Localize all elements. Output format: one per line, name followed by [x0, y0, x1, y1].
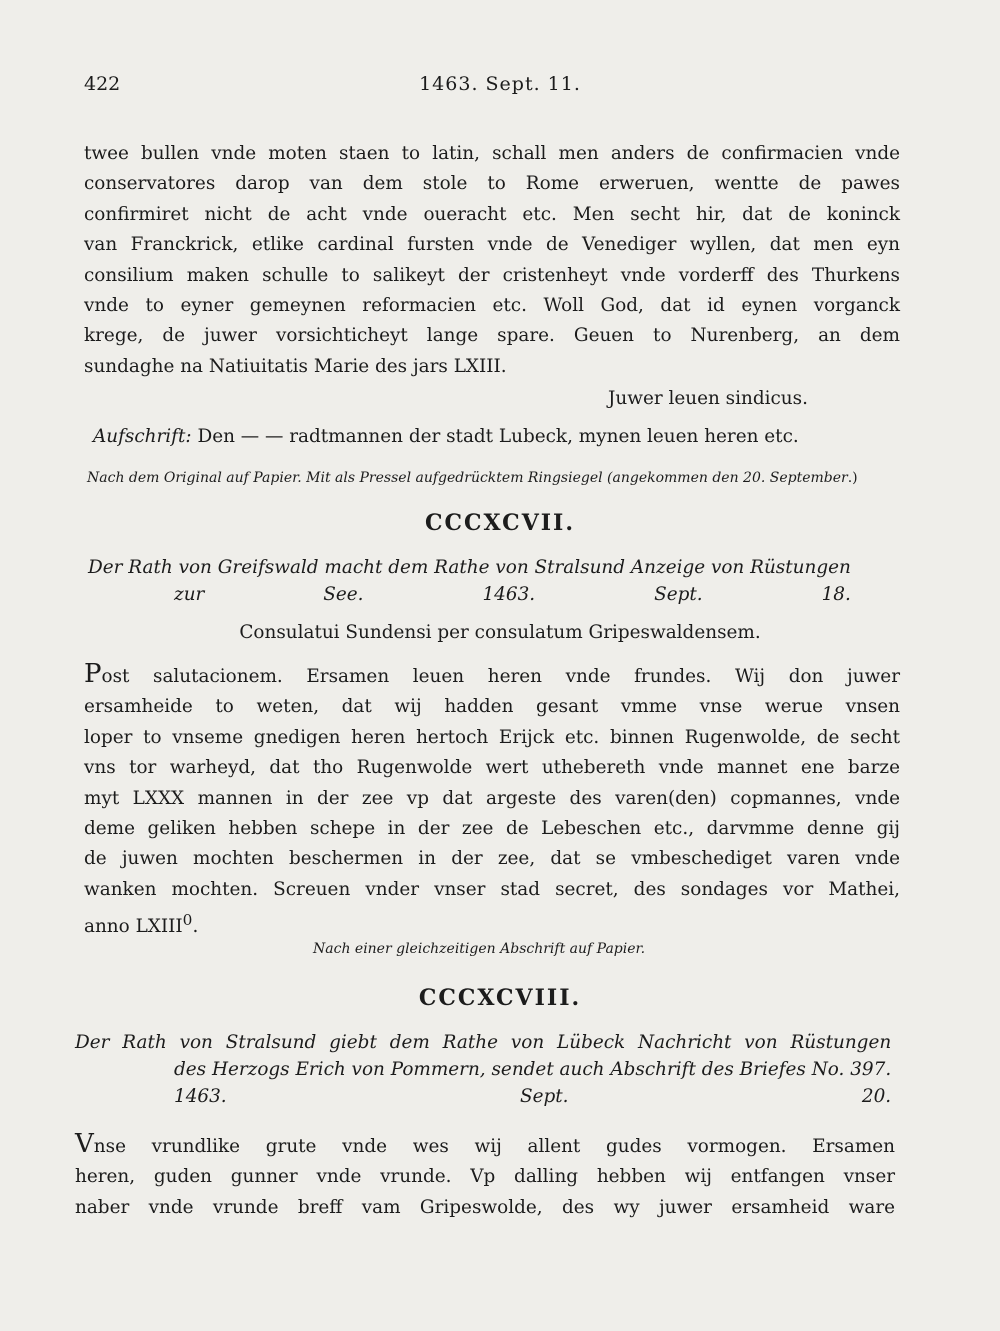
page-number: 422 [84, 73, 121, 95]
letter-397-body [84, 659, 900, 943]
regest-line: 1463. Sept. 20. [174, 1086, 892, 1107]
text-line: deme geliken hebben schepe in der zee de Lebeschen etc., darvmme denne gij [84, 818, 900, 840]
text-line: heren, guden gunner vnde vrunde. Vp dalling hebben wij entfangen vnser [75, 1166, 895, 1188]
letter-396-body [84, 139, 900, 382]
text-line: conservatores darop van dem stole to Rome erweruen, wentte de pawes [84, 173, 900, 195]
address-line [93, 426, 799, 447]
source-note [87, 470, 858, 486]
text-line: consilium maken schulle to salikeyt der cristenheyt vnde vorderff des Thurkens [84, 264, 900, 286]
source-note-text: Nach dem Original auf Papier. Mit als Pressel aufgedrücktem Ringsiegel (angekommen den 20. September [87, 470, 848, 486]
text-line: krege, de juwer vorsichticheyt lange spare. Geuen to Nurenberg, an dem [84, 325, 900, 347]
text-line [84, 905, 900, 943]
text-line: vns tor warheyd, dat tho Rugenwolde wert uthebereth vnde mannet ene barze [84, 757, 900, 779]
text-line: vnde to eyner gemeynen reformacien etc. Woll God, dat id eynen vorganck [84, 295, 900, 317]
text-line: naber vnde vrunde breff vam Gripeswolde, des wy juwer ersamheid ware [75, 1196, 895, 1218]
document-number: CCCXCVII. [424, 510, 576, 536]
source-note-close: .) [847, 470, 858, 486]
initial-letter: V [75, 1129, 94, 1159]
regest-line: Der Rath von Stralsund giebt dem Rathe von Lübeck Nachricht von Rüstungen [75, 1032, 892, 1053]
document-number: CCCXCVIII. [418, 985, 582, 1011]
text-line: confirmiret nicht de acht vnde oueracht etc. Men secht hir, dat de koninck [84, 203, 900, 225]
address-text: Den — — radtmannen der stadt Lubeck, mynen leuen heren etc. [197, 426, 799, 447]
signature: Juwer leuen sindicus. [608, 388, 808, 409]
text-line: wanken mochten. Screuen vnder vnser stad secret, des sondages vor Mathei, [84, 878, 900, 900]
line-text: anno LXIII [84, 916, 183, 938]
line-text: nse vrundlike grute vnde wes wij allent gudes vormogen. Ersamen [93, 1136, 895, 1157]
addressee: Consulatui Sundensi per consulatum Gripeswaldensem. [239, 622, 761, 643]
superscript: 0 [182, 911, 193, 930]
running-title: 1463. Sept. 11. [419, 73, 581, 95]
text-line: van Franckrick, etlike cardinal fursten vnde de Venediger wyllen, dat men eyn [84, 234, 900, 256]
line-text: ost salutacionem. Ersamen leuen heren vnde frundes. Wij don juwer [101, 666, 900, 687]
text-line: myt LXXX mannen in der zee vp dat argeste des varen(den) copmannes, vnde [84, 787, 900, 809]
regest-line: zur See. 1463. Sept. 18. [174, 584, 851, 605]
text-line: twee bullen vnde moten staen to latin, schall men anders de confirmacien vnde [84, 143, 900, 164]
initial-letter: P [84, 659, 102, 689]
regest-line: des Herzogs Erich von Pommern, sendet auch Abschrift des Briefes No. 397. [174, 1059, 892, 1080]
source-note: Nach einer gleichzeitigen Abschrift auf Papier. [313, 941, 646, 957]
text-line: de juwen mochten beschermen in der zee, dat se vmbeschediget varen vnde [84, 848, 900, 870]
text-line: sundaghe na Natiuitatis Marie des jars LXIII. [84, 355, 507, 377]
address-label: Aufschrift: [93, 426, 192, 447]
text-line: loper to vnseme gnedigen heren hertoch Erijck etc. binnen Rugenwolde, de secht [84, 726, 900, 748]
regest-line: Der Rath von Greifswald macht dem Rathe von Stralsund Anzeige von Rüstungen [88, 557, 851, 578]
regest [75, 1029, 891, 1110]
line-end: . [192, 916, 199, 938]
letter-398-body [75, 1129, 895, 1223]
text-line [75, 1129, 895, 1162]
text-line [84, 659, 900, 692]
regest [88, 554, 851, 608]
text-line: ersamheide to weten, dat wij hadden gesant vmme vnse werue vnsen [84, 696, 900, 718]
